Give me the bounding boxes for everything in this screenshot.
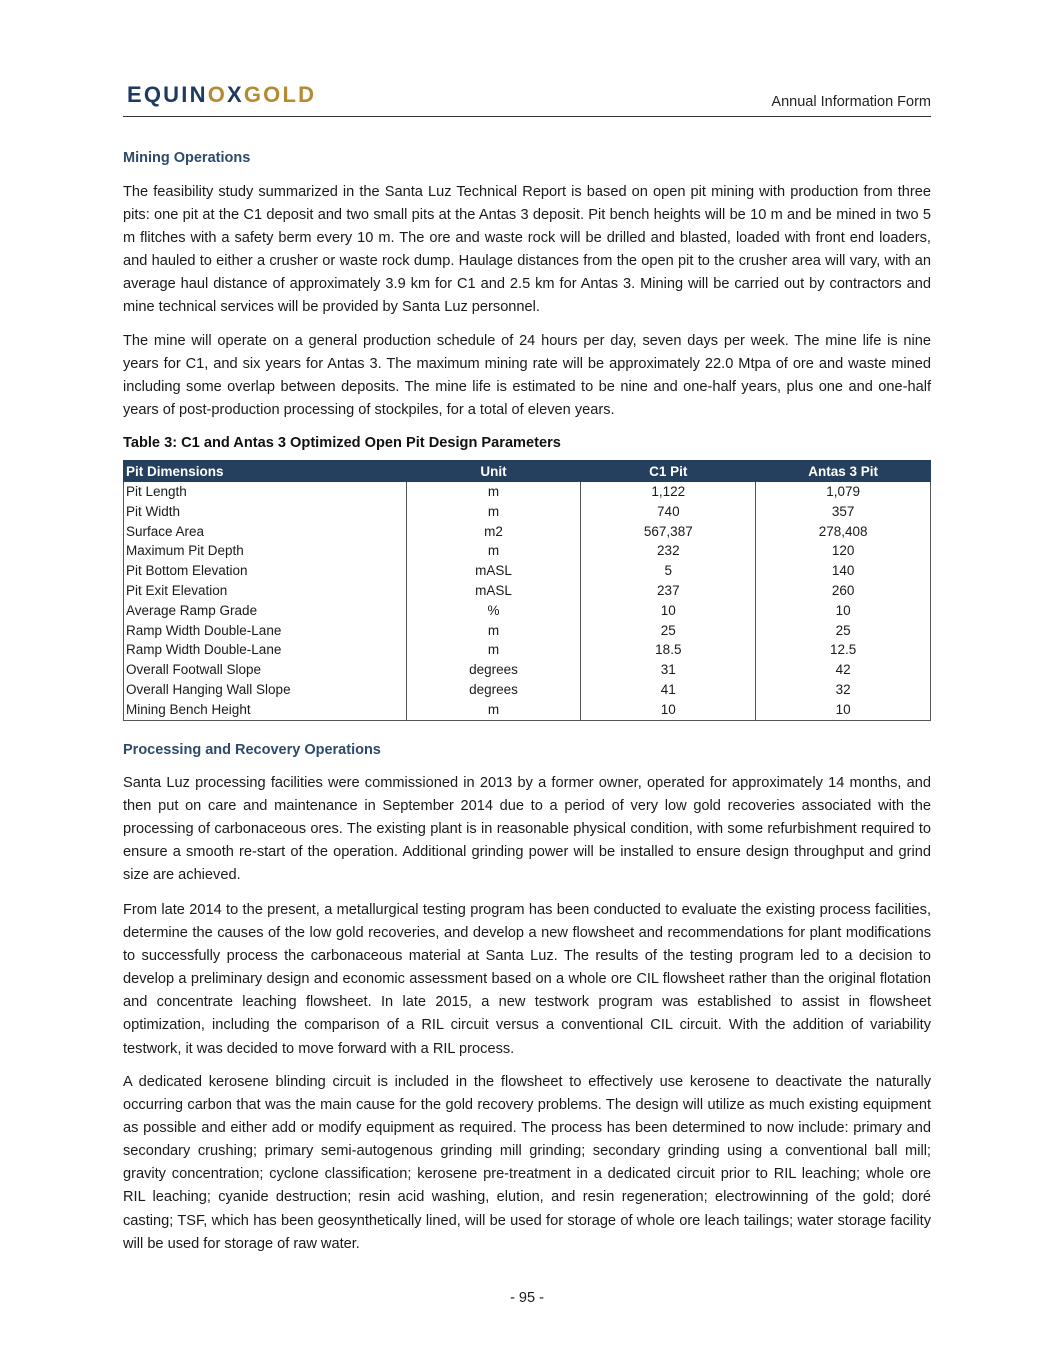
cell-c1: 232 [581,541,756,561]
cell-dimension: Pit Length [124,482,407,502]
table-row [124,541,931,561]
cell-unit: m2 [406,522,581,542]
cell-dimension: Ramp Width Double-Lane [124,640,407,660]
cell-antas3: 10 [756,601,931,621]
cell-antas3: 140 [756,561,931,581]
mining-paragraph-2: The mine will operate on a general production schedule of 24 hours per day, seven days per week. The mine life is nine years for C1, and six years for Antas 3. The maximum mining rate will be approximately 22.0 Mtpa of ore and waste mined including some overlap between deposits. The mine life is estimated to be nine and one-half years, plus one and one-half years of post-production processing of stockpiles, for a total of eleven years. [123,333,931,419]
mining-paragraph-1: The feasibility study summarized in the Santa Luz Technical Report is based on open pit mining with production from three pits: one pit at the C1 deposit and two small pits at the Antas 3 deposit. Pit bench heights will be 10 m and be mined in two 5 m flitches with a safety berm every 10 m. The ore and waste rock will be drilled and blasted, loaded with front end loaders, and hauled to either a crusher or waste rock dump. Haulage distances from the open pit to the crusher area will vary, with an average haul distance of approximately 3.9 km for C1 and 2.5 km for Antas 3. Mining will be carried out by contractors and mine technical services will be provided by Santa Luz personnel. [123,184,931,316]
cell-dimension: Pit Width [124,502,407,522]
table-header-row [124,461,931,482]
column-header-pit-dimensions: Pit Dimensions [124,461,407,482]
cell-c1: 10 [581,700,756,720]
table-row [124,502,931,522]
cell-dimension: Surface Area [124,522,407,542]
page-number: - 95 - [510,1290,544,1306]
cell-antas3: 12.5 [756,640,931,660]
equinox-gold-logo: EQUINOXGOLD [127,82,317,107]
cell-unit: % [406,601,581,621]
cell-antas3: 32 [756,680,931,700]
cell-c1: 1,122 [581,482,756,502]
cell-antas3: 120 [756,541,931,561]
table-row [124,482,931,502]
table-row [124,621,931,641]
cell-dimension: Average Ramp Grade [124,601,407,621]
cell-dimension: Pit Bottom Elevation [124,561,407,581]
cell-unit: m [406,700,581,720]
mining-operations-heading: Mining Operations [123,150,251,166]
table-row [124,581,931,601]
table-row [124,700,931,720]
cell-c1: 5 [581,561,756,581]
cell-dimension: Overall Hanging Wall Slope [124,680,407,700]
cell-c1: 25 [581,621,756,641]
table-row [124,522,931,542]
cell-unit: m [406,482,581,502]
processing-operations-heading: Processing and Recovery Operations [123,742,381,758]
processing-paragraph-1: Santa Luz processing facilities were commissioned in 2013 by a former owner, operated for approximately 14 months, and then put on care and maintenance in September 2014 due to a period of very low gold recoveries associated with the processing of carbonaceous ores. The existing plant is in reasonable physical condition, with some refurbishment required to ensure a smooth re-start of the operation. Additional grinding power will be installed to ensure design throughput and grind size are achieved. [123,775,931,884]
cell-antas3: 42 [756,660,931,680]
cell-antas3: 278,408 [756,522,931,542]
column-header-unit: Unit [406,461,581,482]
table-row [124,561,931,581]
cell-c1: 31 [581,660,756,680]
cell-dimension: Ramp Width Double-Lane [124,621,407,641]
table-caption: Table 3: C1 and Antas 3 Optimized Open Pit Design Parameters [123,435,561,451]
cell-antas3: 1,079 [756,482,931,502]
column-header-antas-3-pit: Antas 3 Pit [756,461,931,482]
pit-design-parameters-table [123,460,931,721]
cell-unit: m [406,541,581,561]
column-header-c1-pit: C1 Pit [581,461,756,482]
processing-paragraph-2: From late 2014 to the present, a metallurgical testing program has been conducted to evaluate the existing process facilities, determine the causes of the low gold recoveries, and develop a new flowsheet and recommendations for plant modifications to successfully process the carbonaceous material at Santa Luz. The results of the testing program led to a decision to develop a preliminary design and economic assessment based on a whole ore CIL flowsheet rather than the original flotation and concentrate leaching flowsheet. In late 2015, a new testwork program was established to assist in flowsheet optimization, including the comparison of a RIL circuit versus a conventional CIL circuit. With the addition of variability testwork, it was decided to move forward with a RIL process. [123,902,931,1057]
cell-dimension: Pit Exit Elevation [124,581,407,601]
cell-dimension: Mining Bench Height [124,700,407,720]
cell-antas3: 357 [756,502,931,522]
document-title: Annual Information Form [771,94,931,110]
cell-unit: degrees [406,660,581,680]
table-row [124,680,931,700]
cell-dimension: Maximum Pit Depth [124,541,407,561]
cell-unit: degrees [406,680,581,700]
cell-antas3: 10 [756,700,931,720]
page-header [123,80,931,117]
cell-unit: mASL [406,581,581,601]
cell-antas3: 25 [756,621,931,641]
table-row [124,601,931,621]
cell-unit: mASL [406,561,581,581]
cell-c1: 18.5 [581,640,756,660]
table-row [124,640,931,660]
cell-unit: m [406,502,581,522]
cell-c1: 567,387 [581,522,756,542]
cell-dimension: Overall Footwall Slope [124,660,407,680]
cell-antas3: 260 [756,581,931,601]
cell-c1: 740 [581,502,756,522]
cell-c1: 41 [581,680,756,700]
cell-c1: 10 [581,601,756,621]
table-row [124,660,931,680]
cell-unit: m [406,640,581,660]
processing-paragraph-3: A dedicated kerosene blinding circuit is included in the flowsheet to effectively use kerosene to deactivate the naturally occurring carbon that was the main cause for the gold recovery problems. The design will utilize as much existing equipment as possible and either add or modify equipment as required. The process has been determined to now include: primary and secondary crushing; primary semi-autogenous grinding mill grinding; secondary grinding using a conventional ball mill; gravity concentration; cyclone classification; kerosene pre-treatment in a dedicated circuit prior to RIL leaching; whole ore RIL leaching; cyanide destruction; resin acid washing, elution, and resin regeneration; electrowinning of the gold; doré casting; TSF, which has been geosynthetically lined, will be used for storage of whole ore leach tailings; water storage facility will be used for storage of raw water. [123,1074,931,1252]
cell-unit: m [406,621,581,641]
cell-c1: 237 [581,581,756,601]
